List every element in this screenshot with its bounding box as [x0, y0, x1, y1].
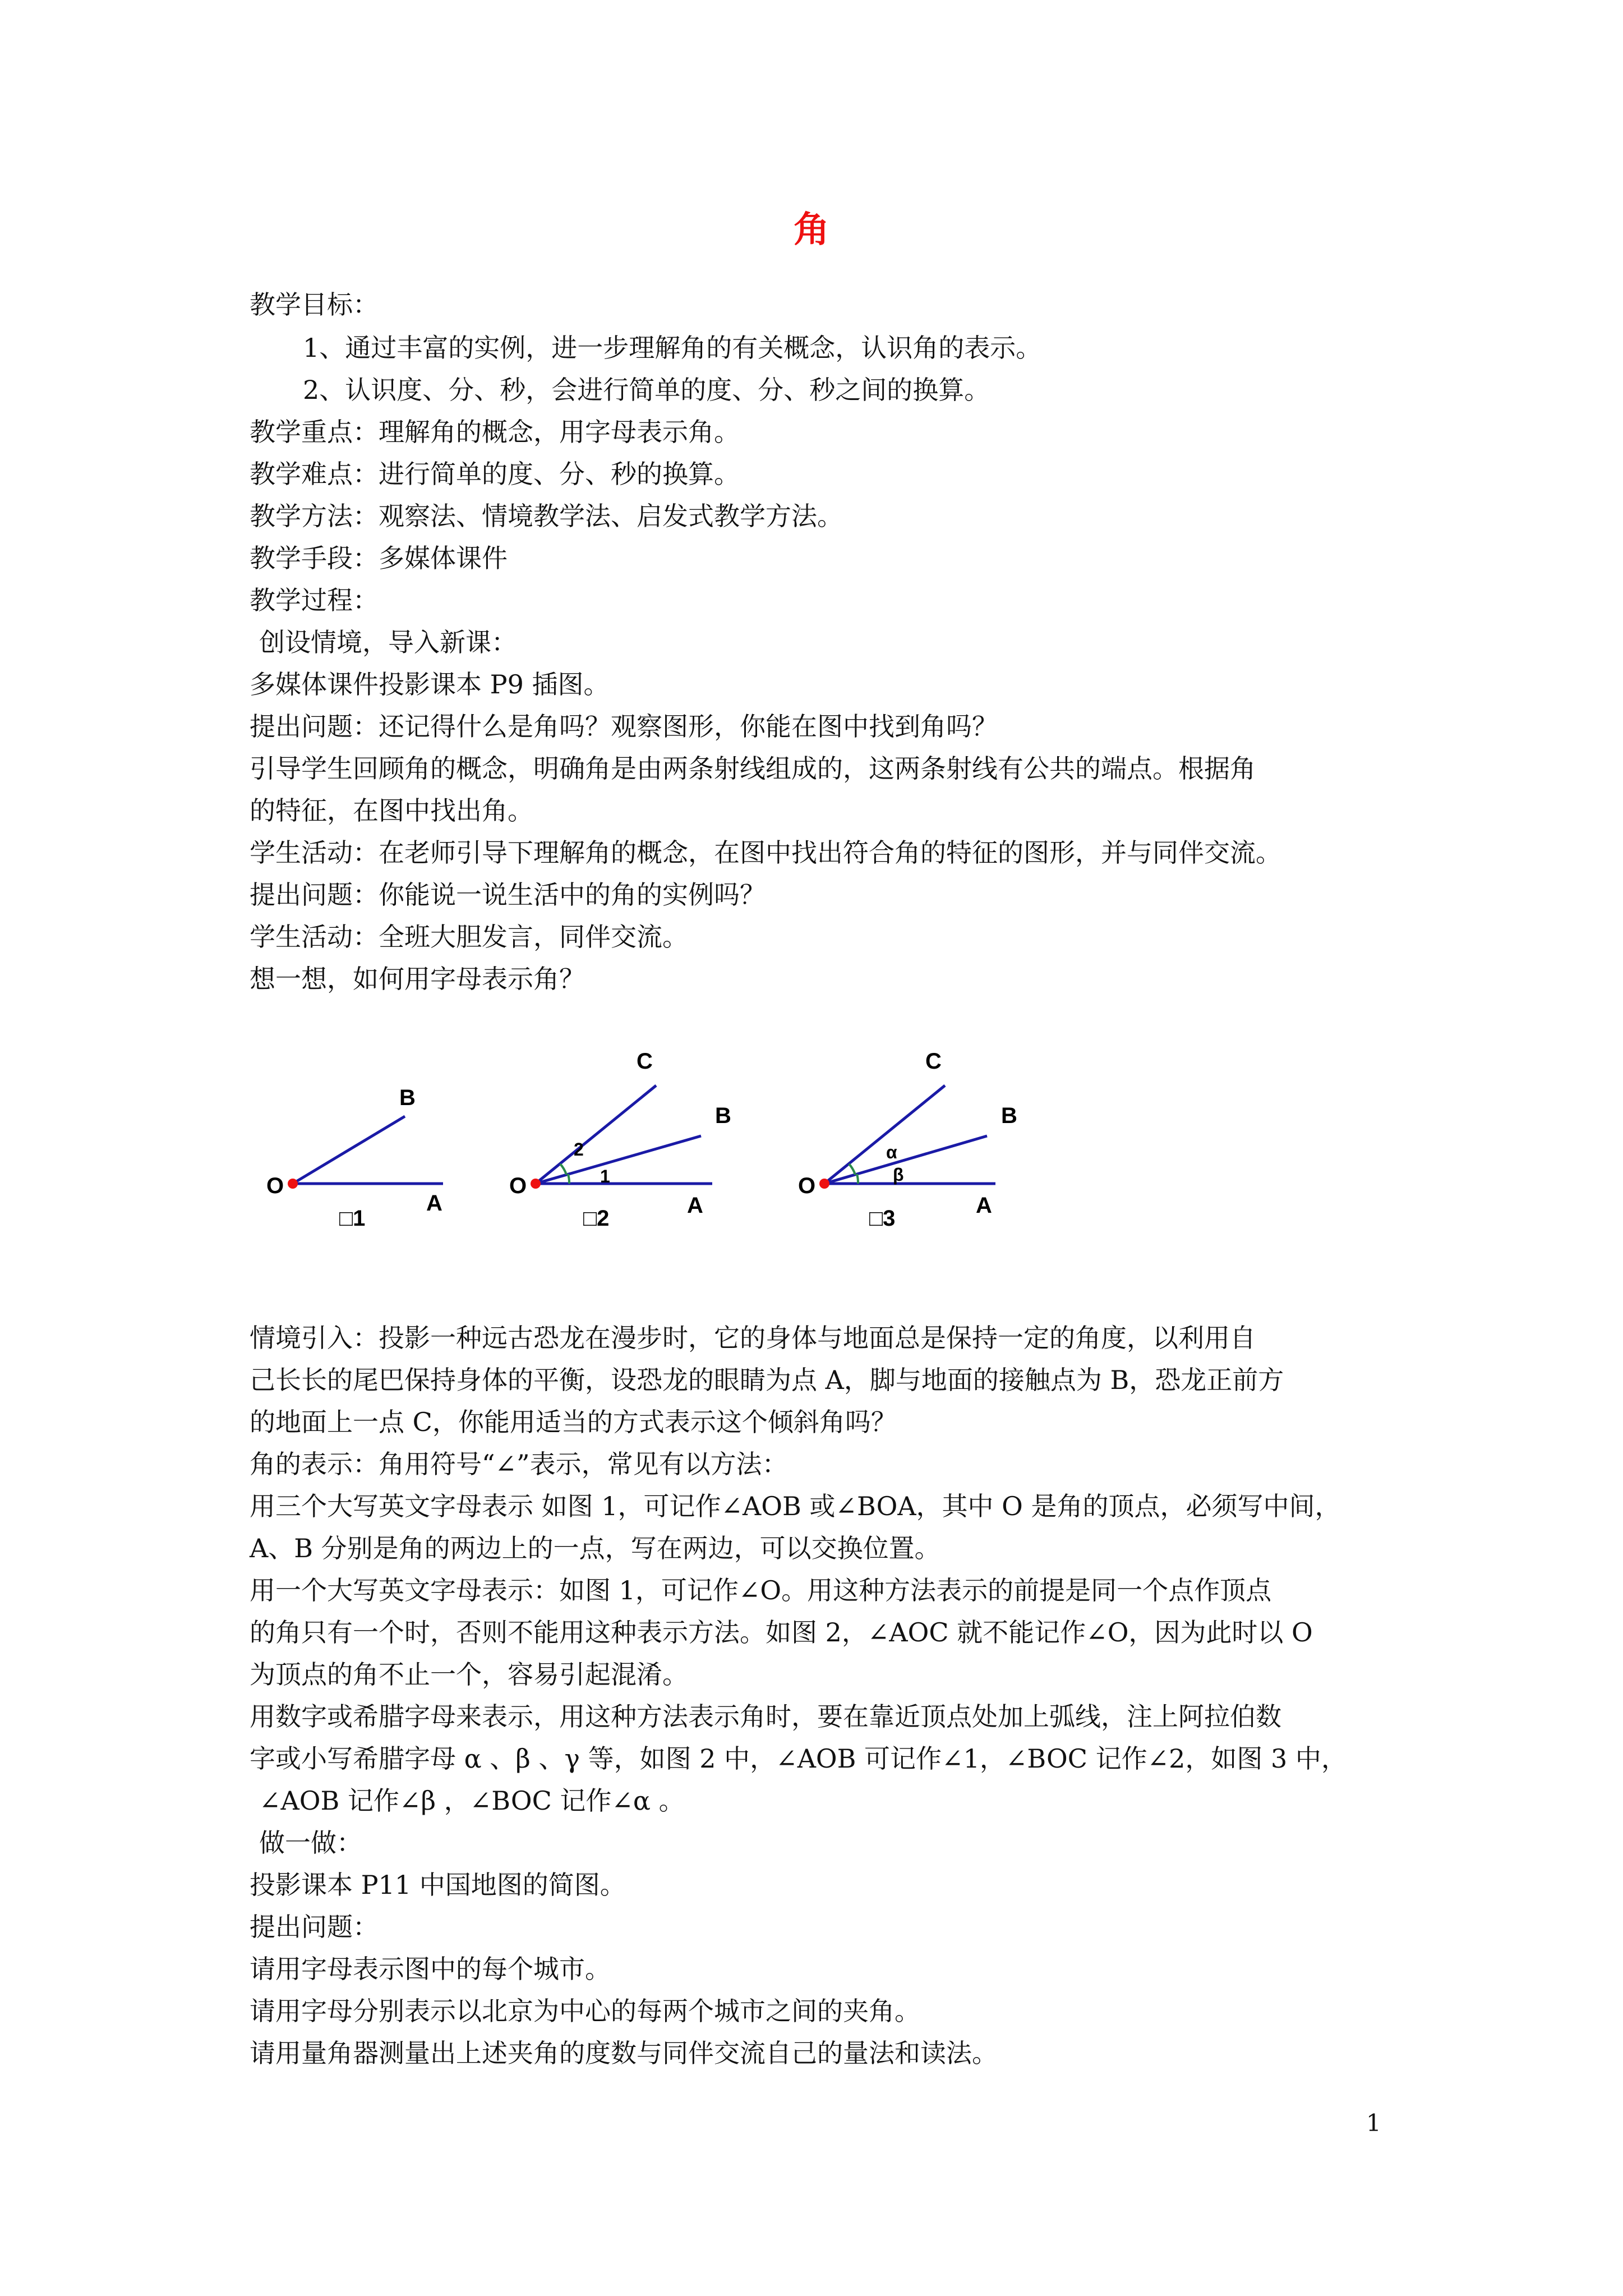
ray-ob	[824, 1136, 987, 1184]
text-line: 教学方法：观察法、情境教学法、启发式教学方法。	[250, 501, 843, 531]
ray-ob	[536, 1136, 701, 1184]
angle-arc-2	[560, 1164, 566, 1175]
text-line: 教学难点：进行简单的度、分、秒的换算。	[250, 459, 740, 489]
text-line: 2、认识度、分、秒，会进行简单的度、分、秒之间的换算。	[303, 375, 990, 405]
angle-label-1: 1	[600, 1166, 610, 1186]
ray-oc	[824, 1085, 945, 1184]
figure-2	[509, 1049, 731, 1231]
text-line: 的特征，在图中找出角。	[250, 795, 533, 826]
angle-arc-1	[568, 1174, 569, 1184]
figure-caption: □1	[339, 1206, 366, 1231]
figure-3	[798, 1049, 1017, 1231]
label-b: B	[715, 1103, 731, 1128]
label-o: O	[798, 1174, 816, 1198]
text-line: 用三个大写英文字母表示 如图 1，可记作∠AOB 或∠BOA，其中 O 是角的顶点，必须写中间，	[250, 1491, 1341, 1521]
text-line: 请用字母表示图中的每个城市。	[250, 1954, 611, 1984]
angle-label-2: 2	[574, 1139, 584, 1159]
text-line: 教学手段：多媒体课件	[250, 543, 508, 573]
angle-arc-alpha	[849, 1164, 855, 1175]
text-line: 为顶点的角不止一个，容易引起混淆。	[250, 1659, 688, 1690]
label-a: A	[687, 1193, 703, 1218]
text-line: 投影课本 P11 中国地图的简图。	[250, 1870, 626, 1900]
text-line: 请用字母分别表示以北京为中心的每两个城市之间的夹角。	[250, 1996, 920, 2026]
text-line: 情境引入：投影一种远古恐龙在漫步时，它的身体与地面总是保持一定的角度，以利用自	[250, 1323, 1256, 1353]
text-line: 1、通过丰富的实例，进一步理解角的有关概念，认识角的表示。	[303, 333, 1042, 363]
figure-1	[266, 1085, 443, 1231]
text-line: 提出问题：	[250, 1912, 379, 1942]
text-line: 创设情境，导入新课：	[259, 627, 517, 657]
ray-oc	[536, 1085, 656, 1184]
text-line: A、B 分别是角的两边上的一点，写在两边，可以交换位置。	[250, 1533, 940, 1563]
text-line: 引导学生回顾角的概念，明确角是由两条射线组成的，这两条射线有公共的端点。根据角	[250, 753, 1256, 784]
label-a: A	[426, 1191, 442, 1216]
text-line: 提出问题：你能说一说生活中的角的实例吗？	[250, 880, 766, 910]
text-line: 学生活动：在老师引导下理解角的概念，在图中找出符合角的特征的图形，并与同伴交流。	[250, 838, 1281, 868]
label-a: A	[976, 1193, 992, 1218]
vertex-point	[531, 1179, 541, 1189]
angle-arc-beta	[857, 1174, 858, 1184]
text-line: 字或小写希腊字母 α 、β 、γ 等，如图 2 中，∠AOB 可记作∠1，∠BOC 记作∠2，如图 3 中，	[250, 1743, 1347, 1774]
text-line: 提出问题：还记得什么是角吗？观察图形，你能在图中找到角吗？	[250, 711, 998, 742]
text-line: ∠AOB 记作∠β ，∠BOC 记作∠α 。	[259, 1786, 685, 1816]
text-line: 教学过程：	[250, 585, 379, 615]
angle-label-beta: β	[893, 1165, 904, 1185]
ray-ob	[293, 1116, 405, 1184]
figure-caption: □3	[869, 1206, 896, 1231]
text-line: 的地面上一点 C，你能用适当的方式表示这个倾斜角吗？	[250, 1407, 897, 1437]
page-number: 1	[1366, 2109, 1381, 2137]
text-line: 己长长的尾巴保持身体的平衡，设恐龙的眼睛为点 A，脚与地面的接触点为 B，恐龙正前方	[250, 1365, 1284, 1395]
text-line: 用数字或希腊字母来表示，用这种方法表示角时，要在靠近顶点处加上弧线，注上阿拉伯数	[250, 1701, 1281, 1732]
text-line: 做一做：	[259, 1828, 362, 1858]
vertex-point	[288, 1179, 298, 1189]
text-line: 教学重点：理解角的概念，用字母表示角。	[250, 417, 740, 447]
label-b: B	[1001, 1103, 1017, 1128]
label-o: O	[509, 1174, 527, 1198]
angle-figures	[247, 1032, 1032, 1257]
label-o: O	[266, 1174, 284, 1198]
label-c: C	[637, 1049, 653, 1074]
text-line: 教学目标：	[250, 289, 379, 320]
text-line: 想一想，如何用字母表示角？	[250, 964, 585, 994]
label-b: B	[399, 1085, 416, 1110]
vertex-point	[819, 1179, 829, 1189]
text-line: 多媒体课件投影课本 P9 插图。	[250, 669, 610, 700]
label-c: C	[925, 1049, 942, 1074]
page-title: 角	[794, 209, 829, 251]
text-line: 学生活动：全班大胆发言，同伴交流。	[250, 922, 688, 952]
text-line: 的角只有一个时，否则不能用这种表示方法。如图 2，∠AOC 就不能记作∠O，因为此时以 O	[250, 1617, 1313, 1648]
figure-caption: □2	[583, 1206, 610, 1231]
text-line: 用一个大写英文字母表示：如图 1，可记作∠O。用这种方法表示的前提是同一个点作顶点	[250, 1575, 1272, 1605]
text-line: 请用量角器测量出上述夹角的度数与同伴交流自己的量法和读法。	[250, 2038, 998, 2068]
text-line: 角的表示：角用符号“∠”表示，常见有以方法：	[250, 1449, 788, 1479]
angle-label-alpha: α	[886, 1142, 897, 1162]
